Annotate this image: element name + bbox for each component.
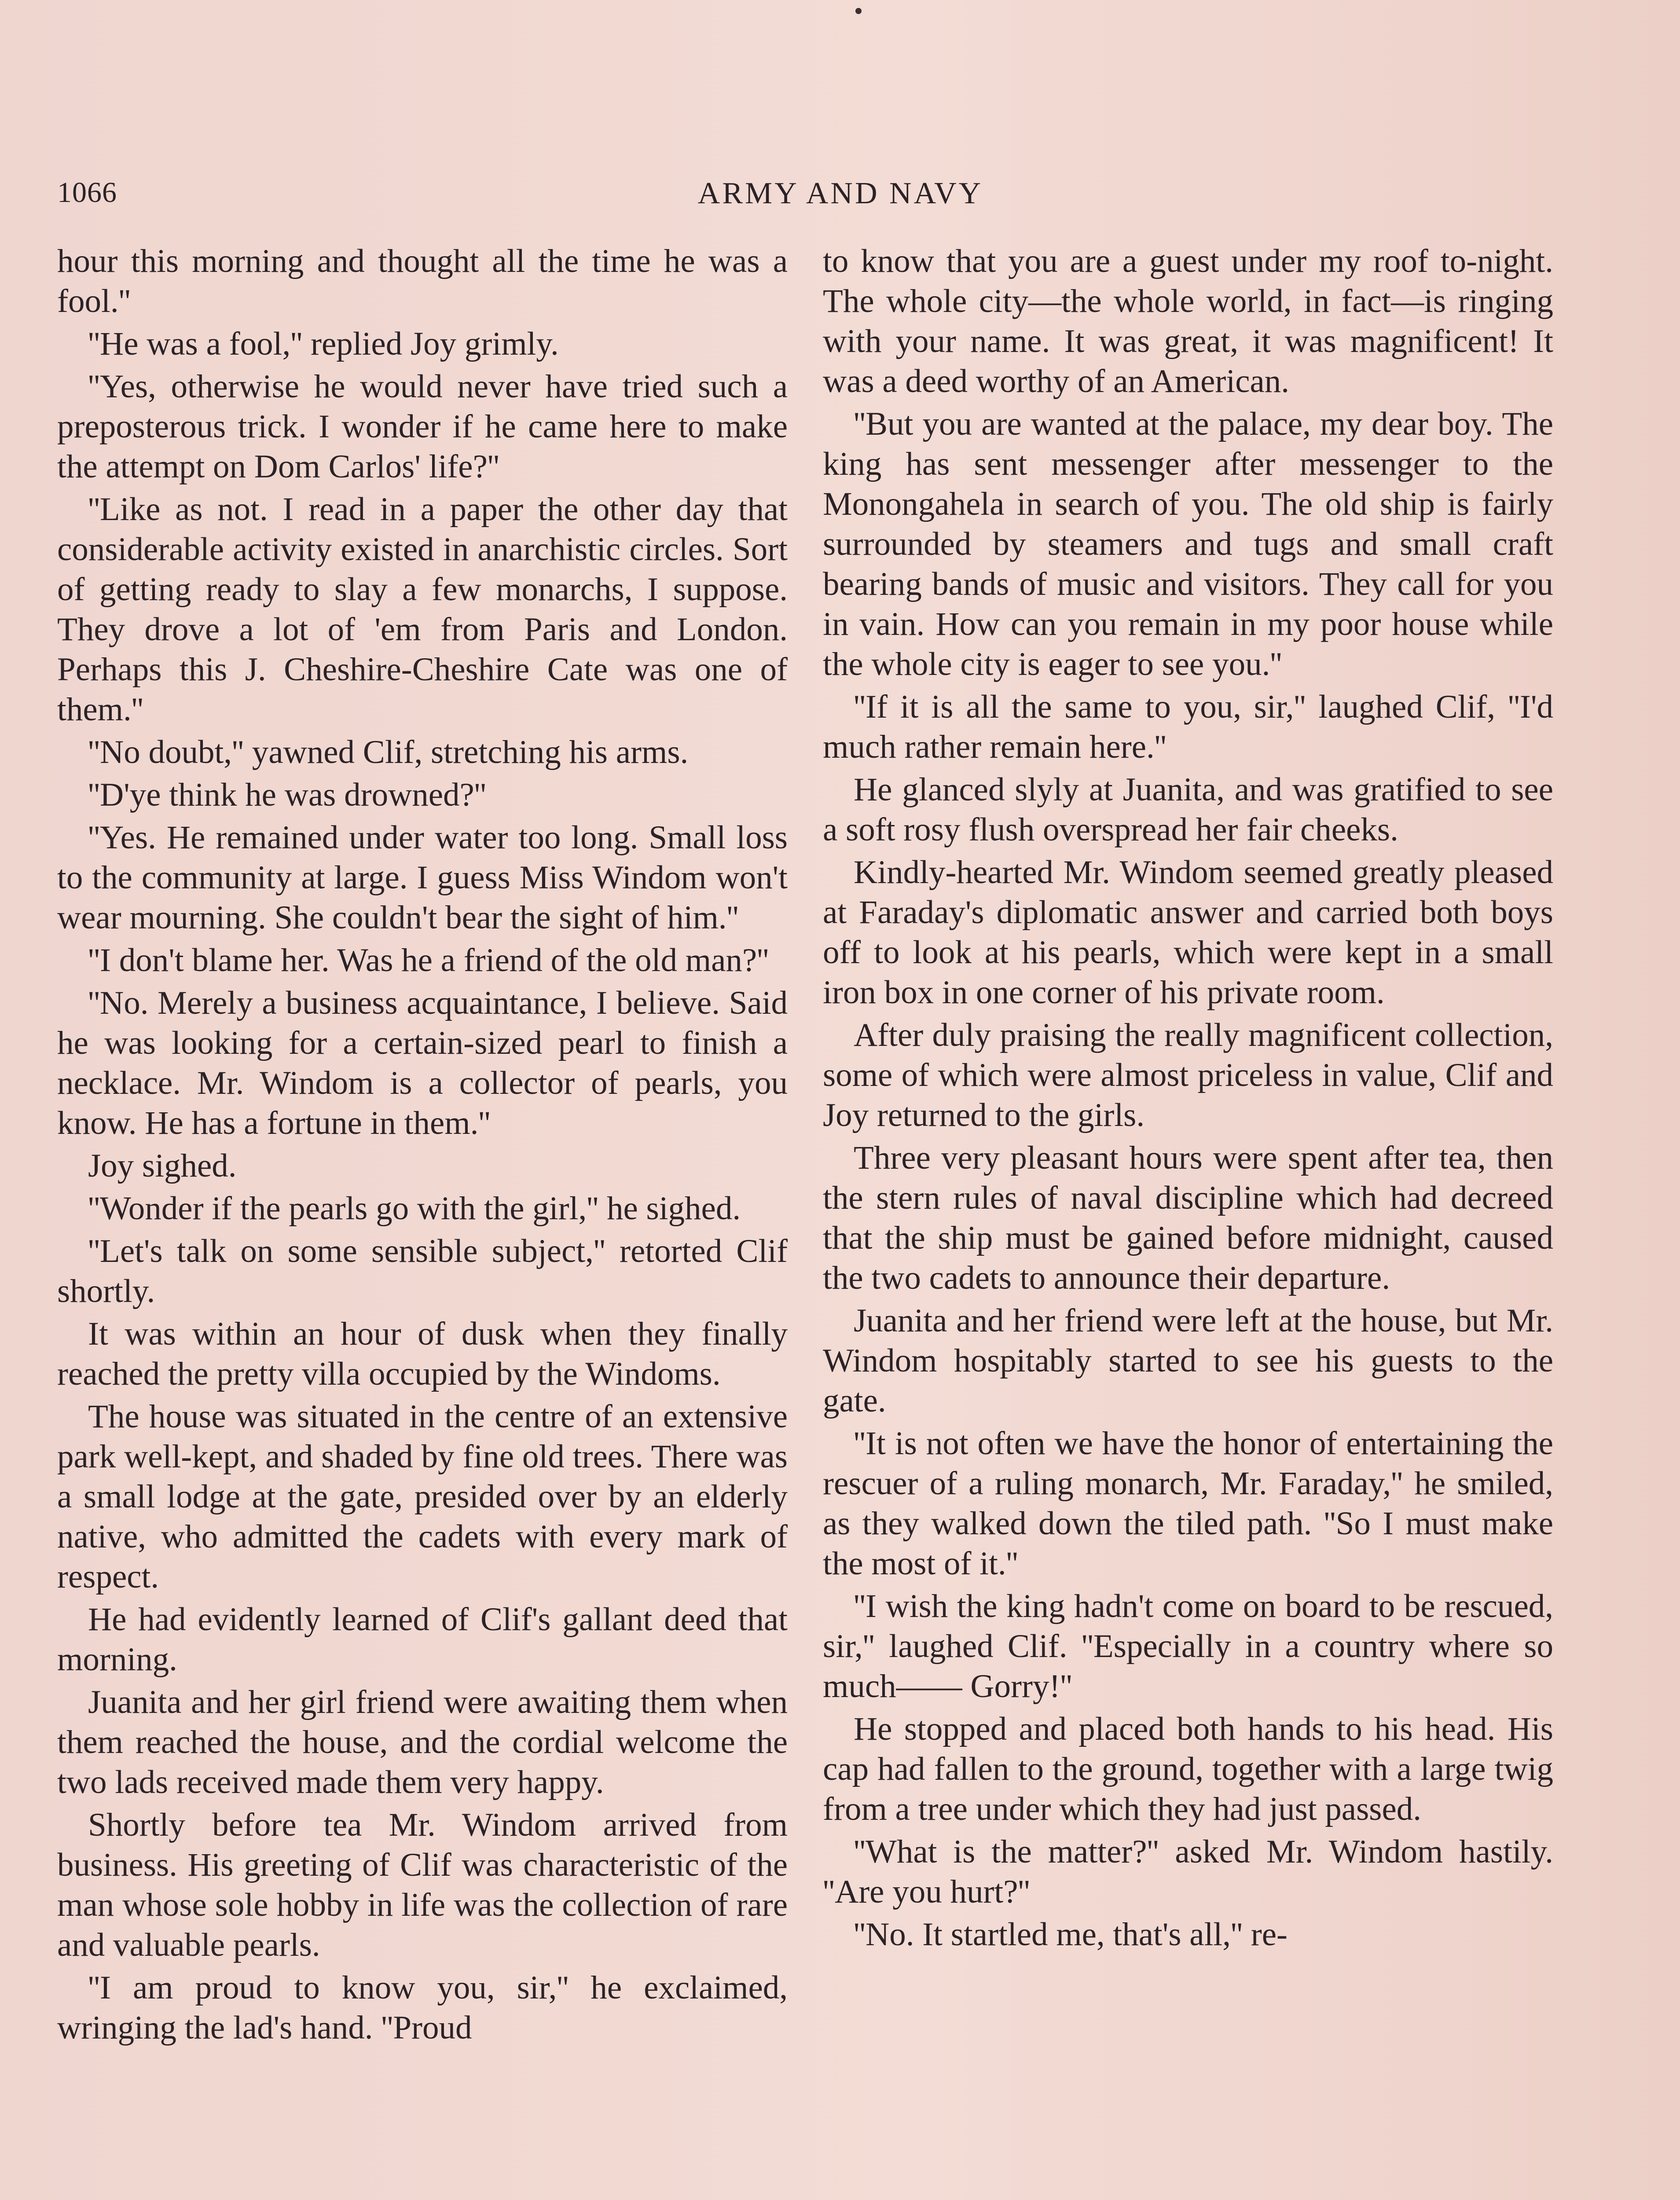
paragraph: ''I don't blame her. Was he a friend of the old man?'' <box>88 942 769 979</box>
paragraph: Three very pleasant hours were spent after tea, then the stern rules of naval discipline which had decreed that the ship must be gained before midnight, caused the two cadets to announce their departure. <box>823 1140 1553 1296</box>
paragraph: Joy sighed. <box>88 1148 237 1184</box>
paragraph: ''No. It startled me, that's all,'' re- <box>854 1916 1288 1953</box>
paragraph: ''He was a fool,'' replied Joy grimly. <box>88 326 559 362</box>
right-column <box>823 241 1553 2200</box>
paragraph: ''Yes. He remained under water too long. Small loss to the community at large. I guess Miss Windom won't wear mourning. She couldn't bear the sight of him.'' <box>57 819 788 936</box>
paragraph: ''No doubt,'' yawned Clif, stretching his arms. <box>88 734 689 770</box>
paragraph: ''What is the matter?'' asked Mr. Windom hastily. ''Are you hurt?'' <box>823 1833 1553 1910</box>
running-title: ARMY AND NAVY <box>697 176 983 210</box>
paragraph: to know that you are a guest under my roof to-night. The whole city—the whole world, in fact—is ringing with your name. It was great, it was magnificent! It was a deed worthy of an American. <box>823 243 1553 400</box>
page-header <box>57 176 1624 224</box>
paragraph: hour this morning and thought all the time he was a fool.'' <box>57 243 788 319</box>
paragraph: ''It is not often we have the honor of entertaining the rescuer of a ruling monarch, Mr. Faraday,'' he smiled, as they walked down the tiled path. ''So I must make the most of it.'' <box>823 1425 1553 1582</box>
paragraph: Juanita and her friend were left at the house, but Mr. Windom hospitably started to see his guests to the gate. <box>823 1302 1553 1419</box>
paragraph: He had evidently learned of Clif's gallant deed that morning. <box>57 1601 788 1678</box>
paragraph: ''Like as not. I read in a paper the other day that considerable activity existed in anarchistic circles. Sort of getting ready to slay a few monarchs, I suppose. They drove a lot of 'em from Paris and London. Perhaps this J. Cheshire-Cheshire Cate was one of them.'' <box>57 491 788 728</box>
page-number: 1066 <box>57 176 117 209</box>
paragraph: The house was situated in the centre of an extensive park well-kept, and shaded by fine old trees. There was a small lodge at the gate, presided over by an elderly native, who admitted the cadets with every mark of respect. <box>57 1398 788 1595</box>
paragraph: He glanced slyly at Juanita, and was gratified to see a soft rosy flush overspread her fair cheeks. <box>823 771 1553 848</box>
left-column <box>57 241 788 2200</box>
paragraph: Kindly-hearted Mr. Windom seemed greatly pleased at Faraday's diplomatic answer and carried both boys off to look at his pearls, which were kept in a small iron box in one corner of his private room. <box>823 854 1553 1011</box>
paragraph: ''If it is all the same to you, sir,'' laughed Clif, ''I'd much rather remain here.'' <box>823 689 1553 765</box>
paragraph: ''No. Merely a business acquaintance, I believe. Said he was looking for a certain-sized pearl to finish a necklace. Mr. Windom is a collector of pearls, you know. He has a fortune in them.'' <box>57 985 788 1141</box>
paragraph: ''I am proud to know you, sir,'' he exclaimed, wringing the lad's hand. ''Proud <box>57 1969 788 2046</box>
paragraph: ''Yes, otherwise he would never have tried such a preposterous trick. I wonder if he came here to make the attempt on Dom Carlos' life?'' <box>57 368 788 485</box>
paragraph: It was within an hour of dusk when they finally reached the pretty villa occupied by the Windoms. <box>57 1316 788 1392</box>
paragraph: Shortly before tea Mr. Windom arrived from business. His greeting of Clif was characteristic of the man whose sole hobby in life was the collection of rare and valuable pearls. <box>57 1807 788 1963</box>
paragraph: ''I wish the king hadn't come on board to be rescued, sir,'' laughed Clif. ''Especially in a country where so much—— Gorry!'' <box>823 1588 1553 1705</box>
paragraph: ''Let's talk on some sensible subject,'' retorted Clif shortly. <box>57 1233 788 1309</box>
paragraph: ''But you are wanted at the palace, my dear boy. The king has sent messenger after messenger to the Monongahela in search of you. The old ship is fairly surrounded by steamers and tugs and small craft bearing bands of music and visitors. They call for you in vain. How can you remain in my poor house while the whole city is eager to see you.'' <box>823 406 1553 682</box>
ink-speck <box>855 8 862 14</box>
paragraph: After duly praising the really magnificent collection, some of which were almost priceless in value, Clif and Joy returned to the girls. <box>823 1017 1553 1133</box>
paragraph: He stopped and placed both hands to his head. His cap had fallen to the ground, together with a large twig from a tree under which they had just passed. <box>823 1711 1553 1827</box>
paragraph: Juanita and her girl friend were awaiting them when them reached the house, and the cordial welcome the two lads received made them very happy. <box>57 1684 788 1800</box>
paragraph: ''D'ye think he was drowned?'' <box>88 777 486 813</box>
paragraph: ''Wonder if the pearls go with the girl,'' he sighed. <box>88 1190 741 1227</box>
